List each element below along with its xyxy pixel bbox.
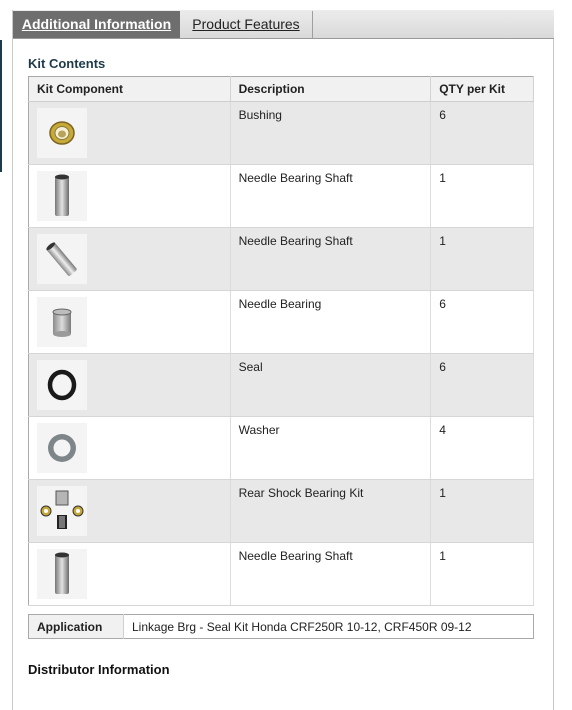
needle-bearing-shaft-image[interactable] [37, 171, 87, 221]
page-edge-bar [0, 40, 2, 172]
component-qty: 1 [431, 228, 534, 291]
column-header-description: Description [230, 77, 431, 102]
component-qty: 6 [431, 102, 534, 165]
application-value: Linkage Brg - Seal Kit Honda CRF250R 10-12, CRF450R 09-12 [132, 619, 472, 634]
table-row [29, 228, 534, 291]
component-description: Seal [230, 354, 431, 417]
column-header-kit-component: Kit Component [29, 77, 231, 102]
washer-image[interactable] [37, 423, 87, 473]
application-label: Application [29, 615, 124, 639]
component-qty: 1 [431, 543, 534, 606]
bushing-image[interactable] [37, 108, 87, 158]
tab-additional-information[interactable]: Additional Information [13, 11, 180, 38]
needle-bearing-shaft-image[interactable] [37, 549, 87, 599]
application-table [28, 614, 534, 639]
component-description: Needle Bearing [230, 291, 431, 354]
table-row [29, 291, 534, 354]
component-description: Bushing [230, 102, 431, 165]
component-qty: 6 [431, 354, 534, 417]
component-description: Rear Shock Bearing Kit [230, 480, 431, 543]
tab-bar [13, 10, 554, 39]
distributor-information-heading: Distributor Information [28, 662, 170, 677]
kit-contents-title: Kit Contents [28, 56, 106, 71]
tab-product-features[interactable]: Product Features [180, 11, 313, 38]
component-description: Needle Bearing Shaft [230, 543, 431, 606]
table-row [29, 417, 534, 480]
column-header-qty: QTY per Kit [431, 77, 534, 102]
kit-contents-table [28, 76, 534, 606]
component-qty: 1 [431, 480, 534, 543]
table-row [29, 354, 534, 417]
component-description: Needle Bearing Shaft [230, 228, 431, 291]
table-row [29, 165, 534, 228]
seal-image[interactable] [37, 360, 87, 410]
table-row [29, 480, 534, 543]
component-qty: 1 [431, 165, 534, 228]
component-description: Washer [230, 417, 431, 480]
table-row [29, 102, 534, 165]
component-qty: 6 [431, 291, 534, 354]
product-info-panel [12, 10, 554, 710]
rear-shock-bearing-kit-image[interactable] [37, 486, 87, 536]
needle-bearing-shaft-angled-image[interactable] [37, 234, 87, 284]
needle-bearing-image[interactable] [37, 297, 87, 347]
component-description: Needle Bearing Shaft [230, 165, 431, 228]
component-qty: 4 [431, 417, 534, 480]
table-row [29, 543, 534, 606]
